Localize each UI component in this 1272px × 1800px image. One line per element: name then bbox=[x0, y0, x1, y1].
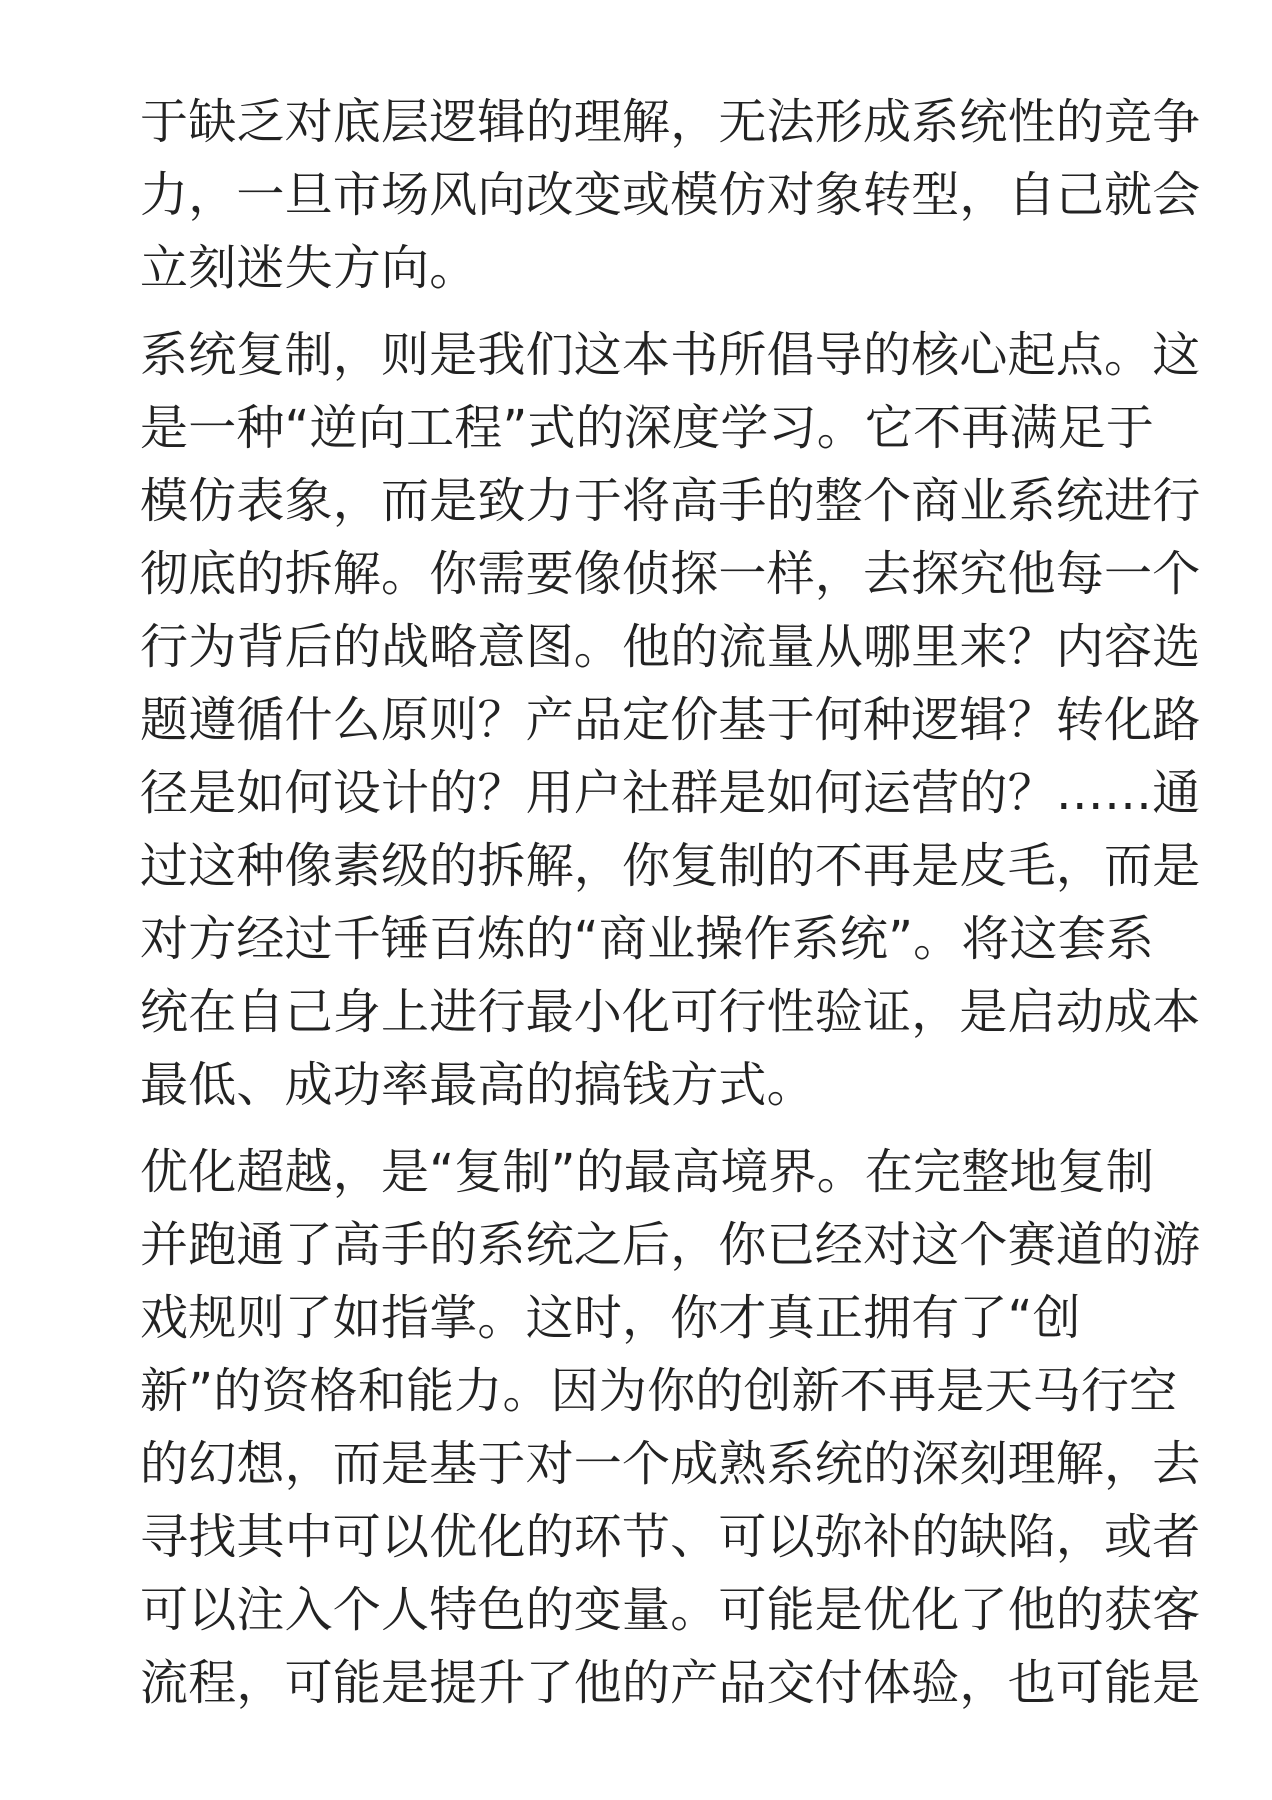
paragraph-3 bbox=[140, 1136, 1201, 1720]
text-line: 最低、成功率最高的搞钱方式。 bbox=[140, 1057, 815, 1113]
document-page bbox=[140, 86, 1201, 1734]
text-line: 寻找其中可以优化的环节、可以弥补的缺陷，或者 bbox=[140, 1509, 1201, 1565]
text-line: 于缺乏对底层逻辑的理解，无法形成系统性的竞争 bbox=[140, 94, 1201, 150]
text-line: 彻底的拆解。你需要像侦探一样，去探究他每一个 bbox=[140, 546, 1201, 602]
text-line: 可以注入个人特色的变量。可能是优化了他的获客 bbox=[140, 1582, 1201, 1638]
text-line: 模仿表象，而是致力于将高手的整个商业系统进行 bbox=[140, 473, 1201, 529]
text-line: 流程，可能是提升了他的产品交付体验，也可能是 bbox=[140, 1655, 1201, 1711]
text-line: 过这种像素级的拆解，你复制的不再是皮毛，而是 bbox=[140, 838, 1201, 894]
text-line: 戏规则了如指掌。这时，你才真正拥有了“创 bbox=[140, 1290, 1081, 1346]
text-line: 优化超越，是“复制”的最高境界。在完整地复制 bbox=[140, 1144, 1155, 1200]
text-line: 立刻迷失方向。 bbox=[140, 240, 478, 296]
text-line: 系统复制，则是我们这本书所倡导的核心起点。这 bbox=[140, 327, 1201, 383]
text-line: 径是如何设计的？用户社群是如何运营的？……通 bbox=[140, 765, 1201, 821]
text-line: 新”的资格和能力。因为你的创新不再是天马行空 bbox=[140, 1363, 1178, 1419]
text-line: 对方经过千锤百炼的“商业操作系统”。将这套系 bbox=[140, 911, 1155, 967]
paragraph-1 bbox=[140, 86, 1201, 305]
text-line: 是一种“逆向工程”式的深度学习。它不再满足于 bbox=[140, 400, 1155, 456]
text-line: 的幻想，而是基于对一个成熟系统的深刻理解，去 bbox=[140, 1436, 1201, 1492]
text-line: 题遵循什么原则？产品定价基于何种逻辑？转化路 bbox=[140, 692, 1201, 748]
text-line: 行为背后的战略意图。他的流量从哪里来？内容选 bbox=[140, 619, 1201, 675]
text-line: 力，一旦市场风向改变或模仿对象转型，自己就会 bbox=[140, 167, 1201, 223]
paragraph-2 bbox=[140, 319, 1201, 1122]
text-line: 统在自己身上进行最小化可行性验证，是启动成本 bbox=[140, 984, 1201, 1040]
text-line: 并跑通了高手的系统之后，你已经对这个赛道的游 bbox=[140, 1217, 1201, 1273]
